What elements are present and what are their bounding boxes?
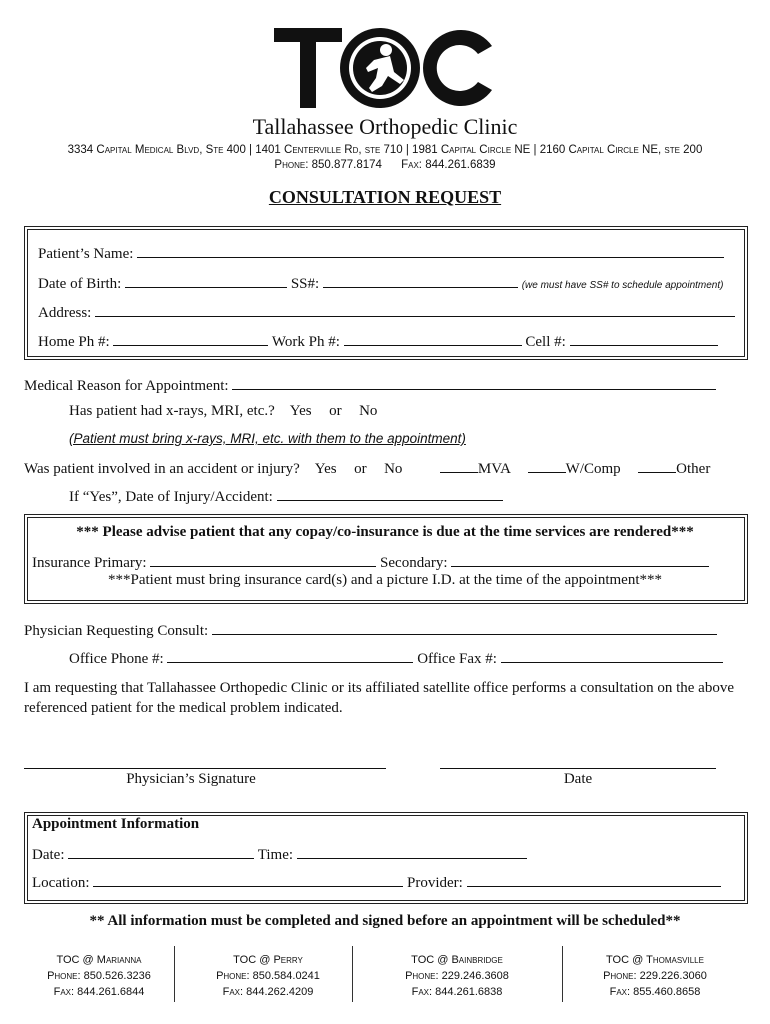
work-phone-label: Work Ph #: xyxy=(271,334,340,350)
cell-phone-field[interactable] xyxy=(570,331,718,346)
location-phone: Phone: 850.526.3236 xyxy=(47,970,151,982)
cell-phone-label: Cell #: xyxy=(525,334,566,350)
appt-location-field[interactable] xyxy=(93,872,403,887)
footer-location-thomasville xyxy=(570,952,740,1000)
request-statement: I am requesting that Tallahassee Orthopedic Clinic or its affiliated satellite office performs a consultation on the above referenced patient for the medical problem indicated. xyxy=(24,680,734,716)
xray-yes-option[interactable]: Yes xyxy=(289,403,312,419)
toc-logo-graphic xyxy=(270,20,502,116)
medical-reason-label: Medical Reason for Appointment: xyxy=(24,378,229,394)
mva-field[interactable] xyxy=(440,458,478,473)
location-fax: Fax: 844.262.4209 xyxy=(222,986,314,998)
accident-question: Was patient involved in an accident or injury? xyxy=(24,461,300,477)
ss-note: (we must have SS# to schedule appointment) xyxy=(521,280,724,291)
work-phone-field[interactable] xyxy=(344,331,522,346)
copay-advise: *** Please advise patient that any copay/co-insurance is due at the time services are rendered*** xyxy=(76,524,694,540)
insurance-secondary-label: Secondary: xyxy=(380,555,448,571)
dob-label: Date of Birth: xyxy=(38,276,122,292)
location-fax: Fax: 844.261.6844 xyxy=(53,986,145,998)
accident-or: or xyxy=(354,461,367,477)
patient-name-label: Patient’s Name: xyxy=(38,246,134,262)
xray-note: (Patient must bring x-rays, MRI, etc. with them to the appointment) xyxy=(69,431,466,446)
clinic-address: 3334 Capital Medical Blvd, Ste 400 | 1401 Centerville Rd, ste 710 | 1981 Capital Circle NE | 2160 Capital Circle NE, ste 200 xyxy=(67,144,703,156)
footer-divider xyxy=(352,946,353,1002)
footer-location-bainbridge xyxy=(372,952,542,1000)
xray-no-option[interactable]: No xyxy=(359,403,378,419)
injury-date-label: If “Yes”, Date of Injury/Accident: xyxy=(69,489,273,505)
footer-location-marianna xyxy=(14,952,184,1000)
other-field[interactable] xyxy=(638,458,676,473)
appt-provider-label: Provider: xyxy=(406,875,463,891)
appt-date-field[interactable] xyxy=(68,844,254,859)
insurance-primary-field[interactable] xyxy=(150,552,376,567)
location-fax: Fax: 844.261.6838 xyxy=(411,986,503,998)
physician-field[interactable] xyxy=(212,620,717,635)
patient-name-field[interactable] xyxy=(137,243,724,258)
signature-label: Physician’s Signature xyxy=(126,771,256,787)
other-label: Other xyxy=(676,461,711,477)
insurance-card-note: ***Patient must bring insurance card(s) and a picture I.D. at the time of the appointment*** xyxy=(107,572,662,588)
location-phone: Phone: 229.246.3608 xyxy=(405,970,509,982)
footer-divider xyxy=(174,946,175,1002)
date-sign-label: Date xyxy=(563,771,593,787)
footer-divider xyxy=(562,946,563,1002)
home-phone-label: Home Ph #: xyxy=(38,334,110,350)
office-fax-field[interactable] xyxy=(501,648,723,663)
location-phone: Phone: 850.584.0241 xyxy=(216,970,320,982)
insurance-secondary-field[interactable] xyxy=(451,552,709,567)
final-note: ** All information must be completed and signed before an appointment will be scheduled** xyxy=(89,913,681,929)
dob-field[interactable] xyxy=(125,273,287,288)
mva-label: MVA xyxy=(477,461,511,477)
appt-time-label: Time: xyxy=(257,847,294,863)
location-name: TOC @ Marianna xyxy=(56,954,142,966)
location-fax: Fax: 855.460.8658 xyxy=(609,986,701,998)
ss-field[interactable] xyxy=(323,273,518,288)
accident-no-option[interactable]: No xyxy=(384,461,403,477)
location-name: TOC @ Thomasville xyxy=(606,954,704,966)
toc-logo xyxy=(270,20,502,116)
appt-time-field[interactable] xyxy=(297,844,527,859)
appt-location-label: Location: xyxy=(32,875,90,891)
footer-location-perry xyxy=(183,952,353,1000)
wcomp-label: W/Comp xyxy=(565,461,621,477)
location-name: TOC @ Perry xyxy=(233,954,303,966)
date-sign-line[interactable] xyxy=(440,768,716,769)
accident-yes-option[interactable]: Yes xyxy=(314,461,337,477)
physician-label: Physician Requesting Consult: xyxy=(24,623,209,639)
medical-reason-field[interactable] xyxy=(232,375,716,390)
appt-provider-field[interactable] xyxy=(467,872,721,887)
home-phone-field[interactable] xyxy=(113,331,268,346)
signature-line[interactable] xyxy=(24,768,386,769)
location-phone: Phone: 229.226.3060 xyxy=(603,970,707,982)
xray-or: or xyxy=(329,403,342,419)
office-phone-field[interactable] xyxy=(167,648,413,663)
appt-date-label: Date: xyxy=(32,847,65,863)
clinic-name: Tallahassee Orthopedic Clinic xyxy=(252,114,518,139)
appointment-heading: Appointment Information xyxy=(32,816,200,832)
ss-label: SS#: xyxy=(290,276,320,292)
clinic-phone-fax: Phone: 850.877.8174 Fax: 844.261.6839 xyxy=(274,159,496,171)
wcomp-field[interactable] xyxy=(528,458,566,473)
form-title: CONSULTATION REQUEST xyxy=(268,187,502,207)
insurance-primary-label: Insurance Primary: xyxy=(32,555,147,571)
address-field[interactable] xyxy=(95,302,735,317)
office-fax-label: Office Fax #: xyxy=(417,651,497,667)
xray-question: Has patient had x-rays, MRI, etc.? xyxy=(69,403,275,419)
office-phone-label: Office Phone #: xyxy=(69,651,164,667)
location-name: TOC @ Bainbridge xyxy=(411,954,503,966)
injury-date-field[interactable] xyxy=(277,486,503,501)
address-label: Address: xyxy=(38,305,92,321)
